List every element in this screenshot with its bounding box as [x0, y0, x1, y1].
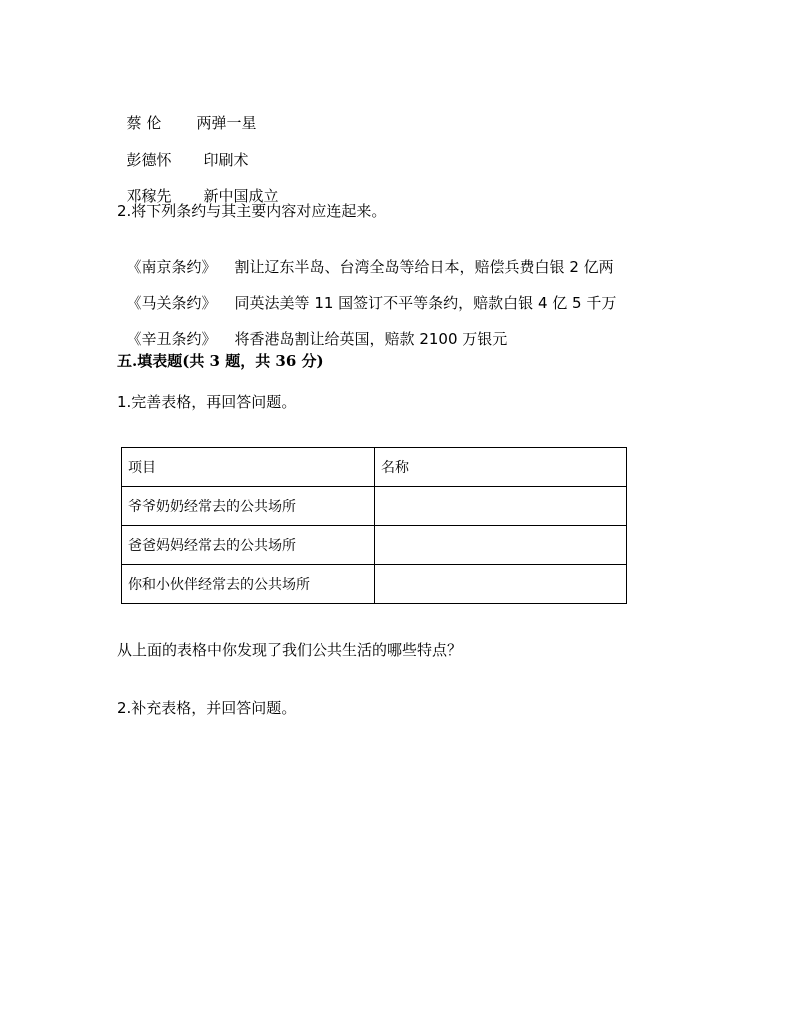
table-cell-item: 爷爷奶奶经常去的公共场所 — [122, 487, 375, 526]
treaty-content: 将香港岛割让给英国，赔款 2100 万银元 — [234, 330, 508, 348]
treaty-row — [117, 273, 616, 313]
treaty-row — [117, 237, 614, 277]
table-header-row — [122, 448, 627, 487]
treaty-content: 割让辽东半岛、台湾全岛等给日本，赔偿兵费白银 2 亿两 — [234, 258, 614, 276]
followup-question: 从上面的表格中你发现了我们公共生活的哪些特点？ — [117, 641, 463, 659]
treaty-name: 《辛丑条约》 — [126, 330, 217, 348]
match-item: 印刷术 — [203, 151, 249, 169]
treaty-content: 同英法美等 11 国签订不平等条约，赔款白银 4 亿 5 千万 — [234, 294, 617, 312]
table-header-cell: 名称 — [375, 448, 627, 487]
table-header-cell: 项目 — [122, 448, 375, 487]
question-prompt: 2.将下列条约与其主要内容对应连起来。 — [117, 202, 387, 220]
table-row — [122, 526, 627, 565]
match-item: 新中国成立 — [203, 187, 279, 205]
question-prompt: 2.补充表格，并回答问题。 — [117, 699, 297, 717]
table-cell-answer[interactable] — [375, 565, 627, 604]
match-row — [117, 93, 257, 133]
table-cell-item: 你和小伙伴经常去的公共场所 — [122, 565, 375, 604]
treaty-name: 《马关条约》 — [126, 294, 217, 312]
table-row — [122, 487, 627, 526]
match-item: 两弹一星 — [196, 114, 257, 132]
table-row — [122, 565, 627, 604]
question-prompt: 1.完善表格，再回答问题。 — [117, 393, 297, 411]
match-row — [117, 166, 279, 206]
table-cell-answer[interactable] — [375, 487, 627, 526]
match-person: 彭德怀 — [126, 151, 172, 169]
section-title: 五.填表题(共 3 题，共 36 分) — [117, 352, 324, 370]
table-cell-answer[interactable] — [375, 526, 627, 565]
match-person: 邓稼先 — [126, 187, 172, 205]
match-person: 蔡 伦 — [126, 114, 162, 132]
fill-table — [121, 447, 627, 604]
treaty-name: 《南京条约》 — [126, 258, 217, 276]
table-cell-item: 爸爸妈妈经常去的公共场所 — [122, 526, 375, 565]
match-row — [117, 130, 249, 170]
treaty-row — [117, 309, 507, 349]
